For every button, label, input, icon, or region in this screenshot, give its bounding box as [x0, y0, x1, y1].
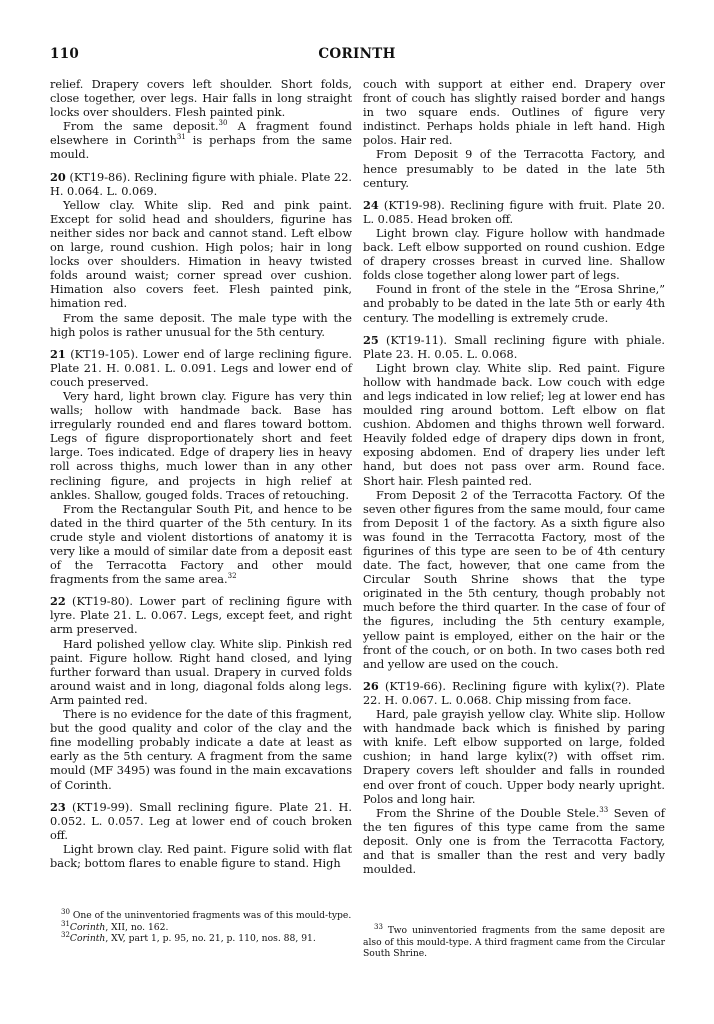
entry-heading-text: (KT19-99). Small reclining figure. Plate 21. H. 0.052. L. 0.057. Leg at lower end of couch broken off.: [50, 800, 352, 842]
catalog-entry-heading: [50, 594, 352, 637]
catalog-number: 22: [50, 594, 66, 609]
text: From the same deposit.: [63, 120, 219, 134]
continued-paragraph: couch with support at either end. Drapery over front of couch has slightly raised border and hangs in two square ends. Outlines of figure very indistinct. Perhaps holds phiale in left hand. High polos. Hair red.: [363, 78, 665, 148]
footnote-ref: 33: [599, 805, 609, 814]
right-column: [363, 78, 665, 877]
entry-description: Yellow clay. White slip. Red and pink paint. Except for solid head and shoulders, figurine has neither sides nor back and cannot stand. Left elbow on large, round cushion. High polos; hair in long locks over shoulders. Himation in heavy twisted folds around waist; corner spread over cushion. Himation also covers feet. Flesh painted pink, himation red.: [50, 198, 352, 311]
entry-heading-text: (KT19-80). Lower part of reclining figure with lyre. Plate 21. L. 0.067. Legs, except feet, and right arm preserved.: [50, 595, 352, 637]
catalog-number: 24: [363, 197, 379, 212]
footnote-number: 30: [61, 907, 70, 916]
paragraph: [50, 120, 352, 162]
entry-note: From Deposit 2 of the Terracotta Factory. Of the seven other figures from the same mould, four came from Deposit 1 of the factory. As a sixth figure also was found in the Terracotta Factory, most of the figurines of this type are seen to be of 4th century date. The fact, however, that one came from the Circular South Shrine shows that the type originated in the 5th century, though probably not much before the third quarter. In the case of four of the figures, including the 5th century example, yellow paint is employed, either on the hair or the front of the couch, or on both. In two cases both red and yellow are used on the couch.: [363, 488, 665, 671]
footnote: [50, 919, 352, 934]
footnote-text: , XV, part 1, p. 95, no. 21, p. 110, nos. 88, 91.: [105, 933, 316, 945]
footnote-number: 32: [61, 931, 70, 940]
footnote-ref: 32: [227, 572, 237, 581]
catalog-number: 21: [50, 346, 66, 361]
footnote: [50, 907, 352, 922]
footnote-ref: 30: [218, 119, 228, 128]
catalog-number: 25: [363, 332, 379, 347]
catalog-entry-heading: [363, 198, 665, 227]
entry-description: Light brown clay. White slip. Red paint. Figure hollow with handmade back. Low couch with edge and legs indicated in low relief; leg at lower end has moulded ring around bottom. Left elbow on flat cushion. Abdomen and thighs thrown well forward. Heavily folded edge of drapery dips down in front, exposing abdomen. End of drapery lies under left hand, but does not pass over arm. Round face. Short hair. Flesh painted red.: [363, 361, 665, 488]
footnote-text: , XII, no. 162.: [105, 921, 169, 933]
catalog-entry-heading: [363, 679, 665, 708]
page-number: 110: [50, 46, 80, 62]
footnote: [363, 922, 665, 960]
entry-description: Hard, pale grayish yellow clay. White slip. Hollow with handmade back which is finished by paring with knife. Left elbow supported on large, folded cushion; in hand large kylix(?) with offset rim. Drapery covers left shoulder and falls in rounded end over front of couch. Upper body nearly upright. Polos and long hair.: [363, 708, 665, 806]
text: From the Shrine of the Double Stele.: [376, 806, 600, 820]
continued-paragraph: relief. Drapery covers left shoulder. Short folds, close together, over legs. Hair falls in long straight locks over shoulders. Flesh painted pink.: [50, 78, 352, 120]
catalog-entry-heading: [50, 800, 352, 843]
footnote-number: 33: [374, 922, 383, 931]
footnote-ref: 31: [176, 133, 186, 142]
footnote: [50, 933, 352, 945]
entry-description: Very hard, light brown clay. Figure has very thin walls; hollow with handmade back. Base has irregularly rounded end and flares toward bottom. Legs of figure disproportionately short and feet large. Toes indicated. Edge of drapery lies in heavy roll across thighs, much lower than in any other reclining figure, and projects in high relief at ankles. Shallow, gouged folds. Traces of retouching.: [50, 389, 352, 502]
entry-heading-text: (KT19-86). Reclining figure with phiale. Plate 22. H. 0.064. L. 0.069.: [50, 170, 352, 198]
entry-note: Found in front of the stele in the “Erosa Shrine,” and probably to be dated in the late 5th or early 4th century. The modelling is extremely crude.: [363, 283, 665, 325]
footnote-text: Two uninventoried fragments from the same deposit are also of this mould-type. A third fragment came from the Circular South Shrine.: [363, 925, 665, 960]
catalog-entry-heading: [50, 347, 352, 390]
footnotes-right: [363, 922, 665, 960]
footnote-text: One of the uninventoried fragments was of this mould-type.: [69, 910, 352, 921]
entry-heading-text: (KT19-105). Lower end of large reclining figure. Plate 21. H. 0.081. L. 0.091. Legs and lower end of couch preserved.: [50, 347, 352, 389]
text: From the Rectangular South Pit, and hence to be dated in the third quarter of the 5th century. In its crude style and violent distortions of anatomy it is very like a mould of similar date from a deposit east of the Terracotta Factory and other mould fragments from the same area.: [50, 502, 352, 587]
catalog-number: 26: [363, 678, 379, 693]
footnote-title: Corinth: [69, 921, 106, 933]
entry-description: Light brown clay. Figure hollow with handmade back. Left elbow supported on round cushion. Edge of drapery crosses breast in curved line. Shallow folds close together along lower part of legs.: [363, 226, 665, 283]
entry-heading-text: (KT19-11). Small reclining figure with phiale. Plate 23. H. 0.05. L. 0.068.: [363, 333, 665, 361]
catalog-number: 23: [50, 799, 66, 814]
entry-note: [363, 807, 665, 877]
entry-note: [50, 503, 352, 588]
left-column: [50, 78, 352, 871]
paragraph: From Deposit 9 of the Terracotta Factory, and hence presumably to be dated in the late 5th century.: [363, 148, 665, 190]
entry-description: Hard polished yellow clay. White slip. Pinkish red paint. Figure hollow. Right hand closed, and lying further forward than usual. Drapery in curved folds around waist and in long, diagonal folds along legs. Arm painted red.: [50, 637, 352, 707]
catalog-number: 20: [50, 169, 66, 184]
catalog-entry-heading: [50, 170, 352, 199]
entry-note: There is no evidence for the date of this fragment, but the good quality and color of the clay and the fine modelling probably indicate a date at least as early as the 5th century. A fragment from the same mould (MF 3495) was found in the main excavations of Corinth.: [50, 708, 352, 792]
text: Seven of the ten figures of this type came from the same deposit. Only one is from the Terracotta Factory, and that is smaller than the rest and very badly moulded.: [363, 806, 665, 877]
catalog-entry-heading: [363, 333, 665, 362]
footnote-title: Corinth: [69, 933, 106, 945]
entry-heading-text: (KT19-66). Reclining figure with kylix(?). Plate 22. H. 0.067. L. 0.068. Chip missing from face.: [363, 679, 665, 707]
text: A fragment found elsewhere in Corinth: [50, 120, 352, 148]
footnote-number: 31: [61, 919, 70, 928]
text: is perhaps from the same mould.: [50, 134, 352, 162]
entry-note: From the same deposit. The male type with the high polos is rather unusual for the 5th century.: [50, 311, 352, 339]
entry-heading-text: (KT19-98). Reclining figure with fruit. Plate 20. L. 0.085. Head broken off.: [363, 198, 665, 226]
footnotes-left: [50, 907, 352, 945]
entry-description: Light brown clay. Red paint. Figure solid with flat back; bottom flares to enable figure to stand. High: [50, 842, 352, 870]
running-head: CORINTH: [318, 46, 396, 62]
